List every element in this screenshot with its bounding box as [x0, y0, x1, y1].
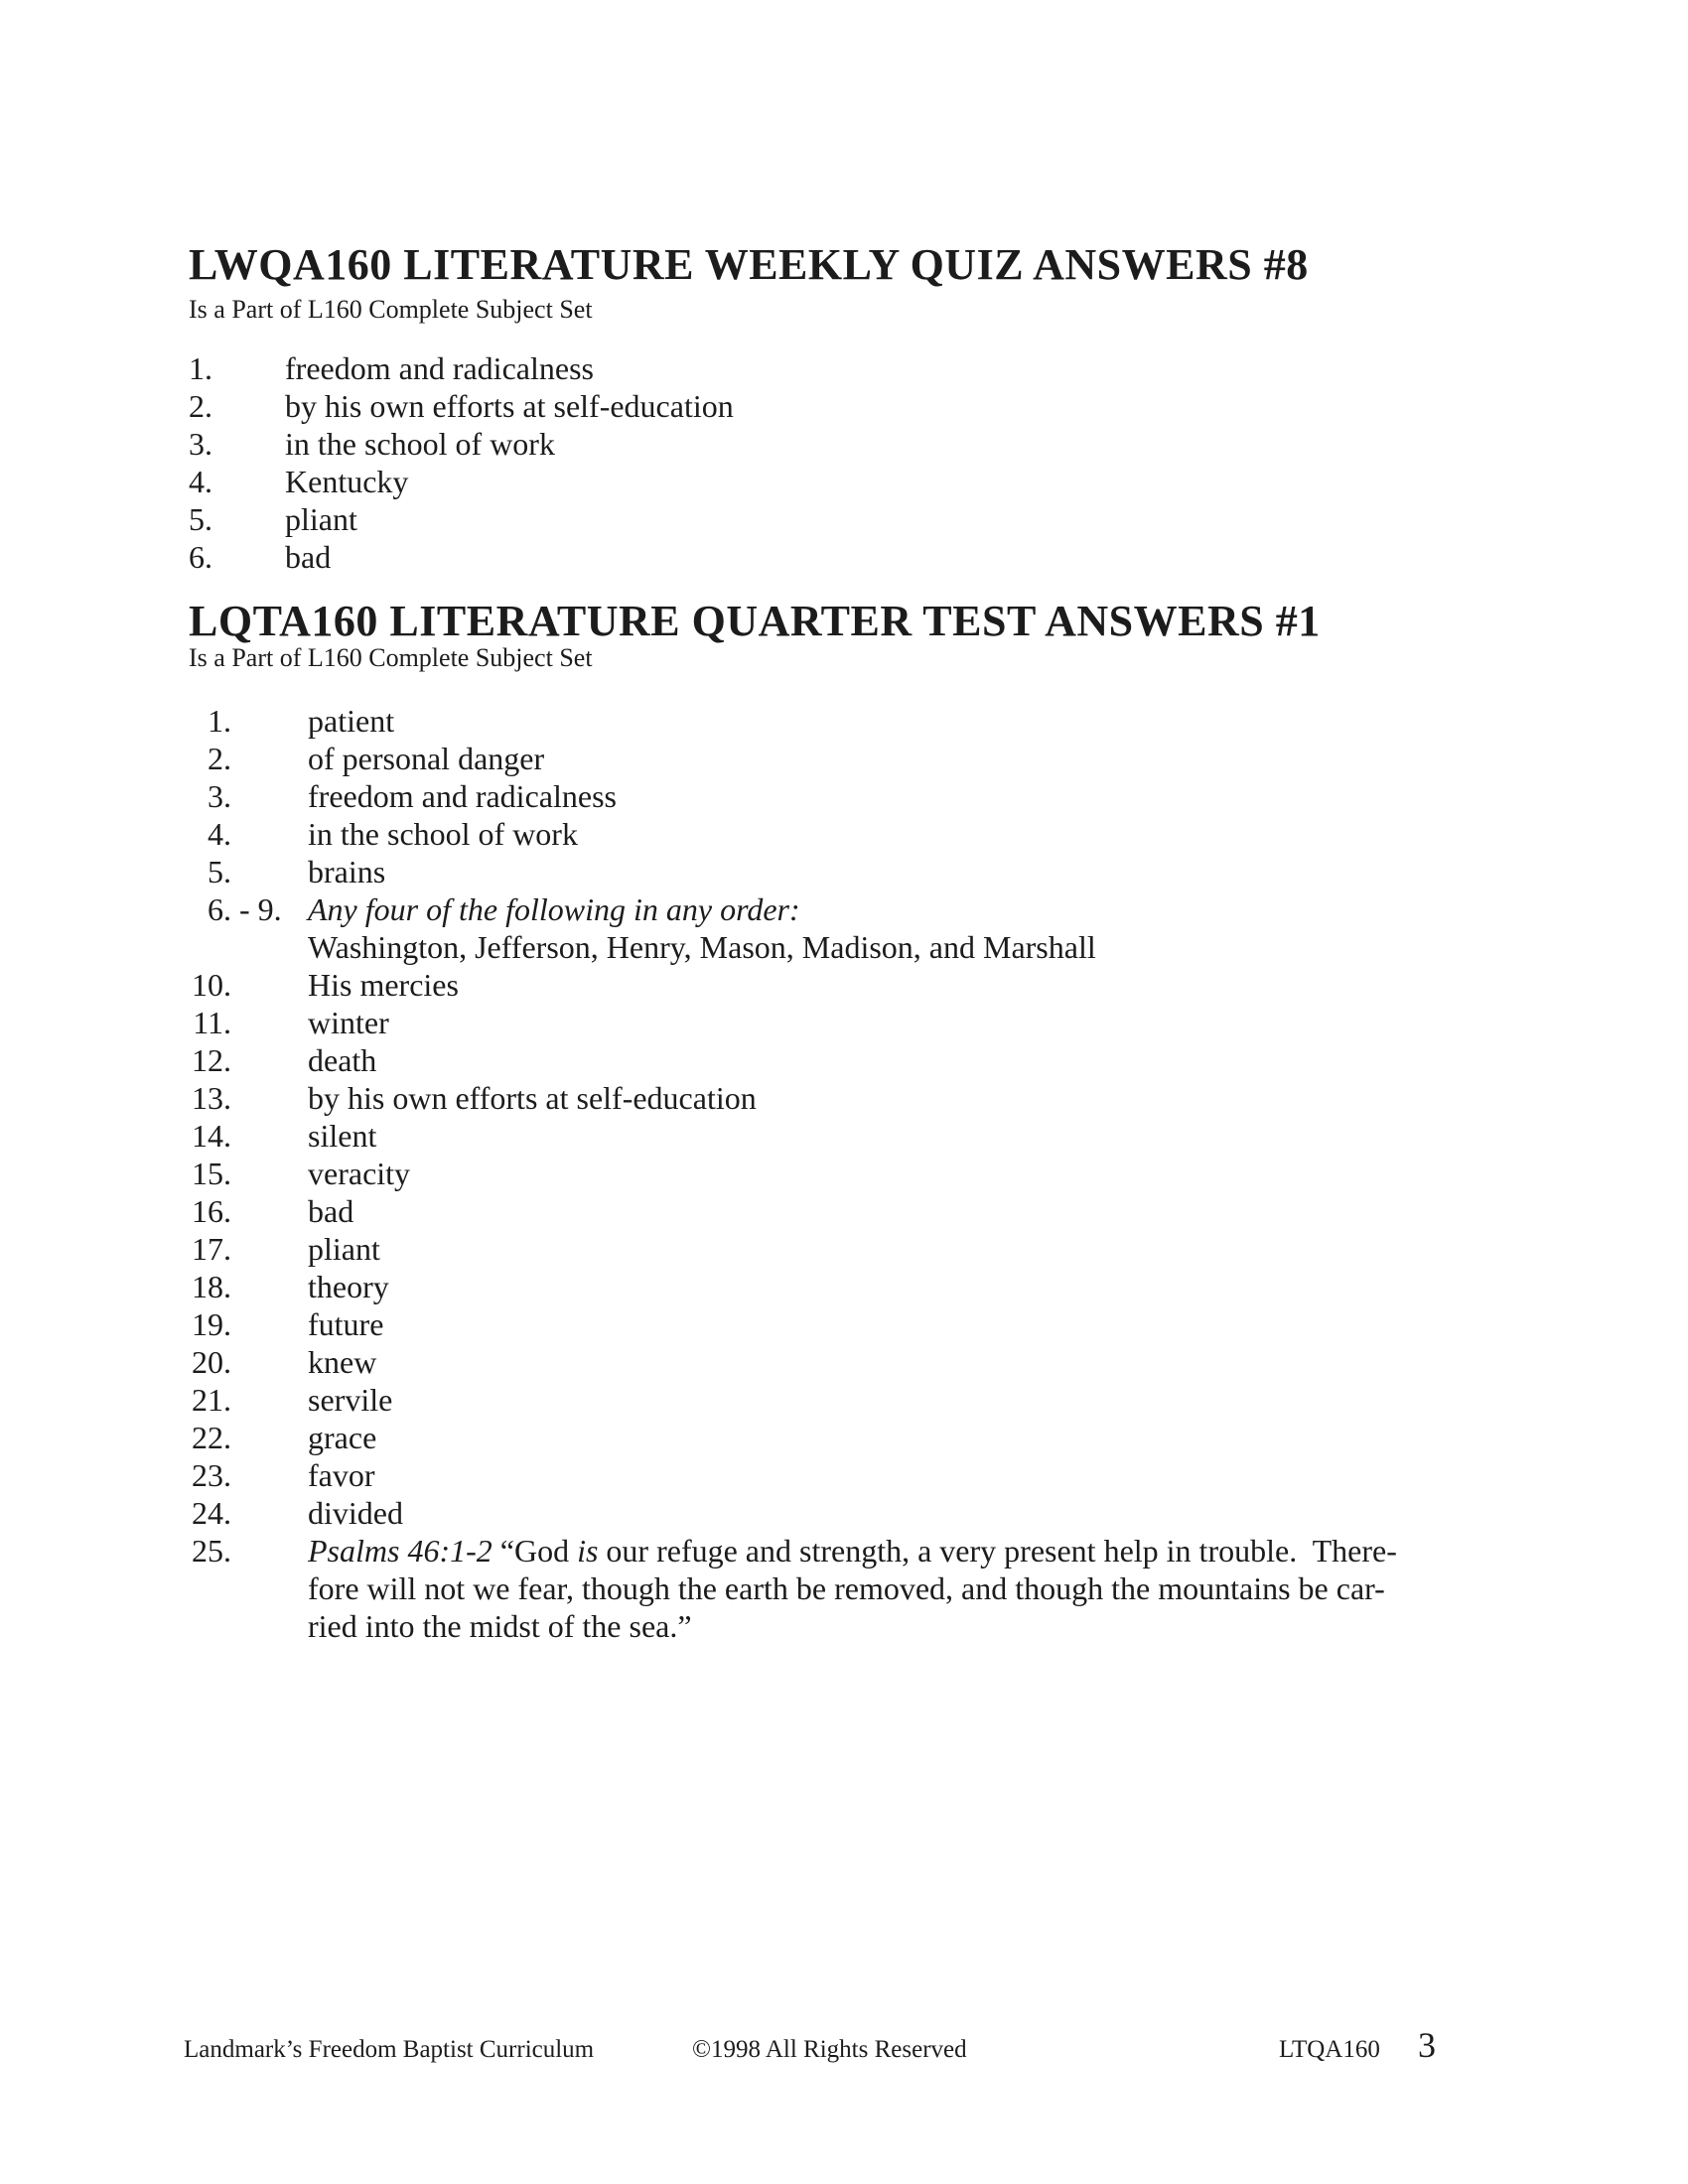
answer-number: 23.: [192, 1457, 231, 1493]
answer-number: 14.: [192, 1118, 231, 1154]
answer-row: [189, 815, 1397, 853]
answer-text-run: by his own efforts at self-education: [308, 1080, 757, 1116]
answer-row: [189, 890, 1397, 928]
answer-text-run: future: [308, 1306, 384, 1342]
answer-number: 2.: [189, 388, 212, 424]
answer-row: [189, 425, 734, 463]
answer-number: 17.: [192, 1231, 231, 1267]
answer-text-run: in the school of work: [308, 816, 578, 852]
answer-row: [189, 1079, 1397, 1117]
answer-text-run: freedom and radicalness: [308, 778, 617, 814]
answer-text-run: theory: [308, 1269, 389, 1304]
section-subtitle-weekly-quiz: Is a Part of L160 Complete Subject Set: [189, 295, 593, 324]
answer-row: [189, 853, 1397, 890]
answer-number: 25.: [192, 1533, 231, 1569]
answer-number: 10.: [192, 967, 231, 1003]
answer-number: 22.: [192, 1420, 231, 1455]
answer-number: 16.: [192, 1193, 231, 1229]
answer-row: [189, 1494, 1397, 1532]
answer-text-run: silent: [308, 1118, 377, 1154]
answer-text: [308, 1230, 380, 1268]
answers-list-weekly-quiz: [189, 349, 734, 576]
answer-row: [189, 928, 1397, 966]
answer-number: 1.: [208, 703, 231, 739]
answer-row: [189, 463, 734, 500]
answer-text-run: in the school of work: [285, 426, 555, 462]
answer-row: [189, 1230, 1397, 1268]
answer-text: [308, 890, 800, 928]
answer-text: [308, 815, 578, 853]
footer-curriculum-name: Landmark’s Freedom Baptist Curriculum: [184, 2036, 595, 2063]
answer-text-italic-run: Any four of the following in any order:: [308, 891, 800, 927]
answer-row: [189, 349, 734, 387]
answer-row: [189, 1268, 1397, 1305]
answer-text-run: “God: [492, 1533, 578, 1569]
answer-text-run: servile: [308, 1382, 393, 1418]
answer-text: [308, 1155, 410, 1192]
answer-row: [189, 1004, 1397, 1041]
answer-text: [308, 928, 1096, 966]
answer-text-run: by his own efforts at self-education: [285, 388, 734, 424]
answer-text-italic-run: Psalms 46:1-2: [308, 1533, 492, 1569]
answer-text: [308, 1343, 376, 1381]
answer-row: [189, 1456, 1397, 1494]
answer-row: [189, 1343, 1397, 1381]
answer-text: [285, 387, 734, 425]
answer-text: [308, 966, 459, 1004]
answer-number: 4.: [208, 816, 231, 852]
answer-text: [308, 1268, 389, 1305]
answer-number: 4.: [189, 464, 212, 499]
answer-number: 19.: [192, 1306, 231, 1342]
answer-text-run: knew: [308, 1344, 377, 1380]
answer-row: [189, 1532, 1397, 1570]
answer-text: [308, 1192, 353, 1230]
answer-text: [308, 1570, 1385, 1607]
answer-text-run: fore will not we fear, though the earth be removed, and though the mountains be car-: [308, 1570, 1385, 1606]
answer-number: 6. - 9.: [208, 891, 282, 927]
answer-text-run: patient: [308, 703, 395, 739]
answer-number: 5.: [208, 854, 231, 889]
answer-row: [189, 1570, 1397, 1607]
answer-text-run: pliant: [308, 1231, 380, 1267]
answer-text: [285, 425, 555, 463]
answer-text-run: brains: [308, 854, 386, 889]
answer-text: [308, 1532, 1397, 1570]
answer-text: [308, 1381, 392, 1419]
answer-text: [308, 1079, 757, 1117]
answer-row: [189, 702, 1397, 740]
answer-text-run: pliant: [285, 501, 357, 537]
answer-row: [189, 538, 734, 576]
answer-number: 13.: [192, 1080, 231, 1116]
answer-text-run: winter: [308, 1005, 389, 1040]
answer-text-run: His mercies: [308, 967, 459, 1003]
answer-text: [285, 463, 408, 500]
footer-document-code: LTQA160: [1279, 2036, 1380, 2063]
answers-list-quarter-test: [189, 702, 1397, 1645]
answer-number: 12.: [192, 1042, 231, 1078]
answer-row: [189, 1419, 1397, 1456]
answer-text-run: our refuge and strength, a very present help in trouble. There-: [598, 1533, 1397, 1569]
answer-row: [189, 777, 1397, 815]
answer-text-run: favor: [308, 1457, 375, 1493]
answer-text: [308, 1004, 389, 1041]
answer-number: 15.: [192, 1156, 231, 1191]
answer-text: [308, 1305, 383, 1343]
answer-text-run: death: [308, 1042, 377, 1078]
answer-row: [189, 1305, 1397, 1343]
answer-text: [285, 538, 331, 576]
answer-row: [189, 1041, 1397, 1079]
answer-row: [189, 966, 1397, 1004]
answer-row: [189, 1381, 1397, 1419]
answer-text-run: freedom and radicalness: [285, 350, 594, 386]
answer-row: [189, 740, 1397, 777]
answer-text-run: of personal danger: [308, 741, 545, 776]
answer-text: [308, 1607, 692, 1645]
answer-text-run: Washington, Jefferson, Henry, Mason, Madison, and Marshall: [308, 929, 1096, 965]
footer-copyright: ©1998 All Rights Reserved: [692, 2036, 967, 2063]
answer-text: [285, 500, 357, 538]
answer-text: [308, 853, 385, 890]
section-title-quarter-test: LQTA160 LITERATURE QUARTER TEST ANSWERS #1: [189, 597, 1321, 645]
answer-text-italic-run: is: [577, 1533, 599, 1569]
answer-number: 3.: [189, 426, 212, 462]
answer-text: [308, 1456, 375, 1494]
answer-row: [189, 1192, 1397, 1230]
answer-number: 21.: [192, 1382, 231, 1418]
answer-number: 11.: [193, 1005, 231, 1040]
answer-text: [308, 1494, 403, 1532]
answer-number: 1.: [189, 350, 212, 386]
answer-text: [285, 349, 594, 387]
answer-number: 6.: [189, 539, 212, 575]
answer-number: 18.: [192, 1269, 231, 1304]
answer-text: [308, 1041, 376, 1079]
answer-number: 24.: [192, 1495, 231, 1531]
answer-row: [189, 387, 734, 425]
answer-text-run: grace: [308, 1420, 377, 1455]
answer-text-run: veracity: [308, 1156, 411, 1191]
answer-text-run: ried into the midst of the sea.”: [308, 1608, 692, 1644]
answer-text: [308, 1419, 376, 1456]
answer-row: [189, 1607, 1397, 1645]
answer-number: 3.: [208, 778, 231, 814]
answer-number: 5.: [189, 501, 212, 537]
answer-text-run: Kentucky: [285, 464, 409, 499]
answer-text-run: divided: [308, 1495, 403, 1531]
answer-text: [308, 1117, 376, 1155]
section-title-weekly-quiz: LWQA160 LITERATURE WEEKLY QUIZ ANSWERS #8: [189, 240, 1309, 289]
answer-text: [308, 777, 617, 815]
answer-number: 20.: [192, 1344, 231, 1380]
answer-row: [189, 500, 734, 538]
footer-page-number: 3: [1418, 2025, 1436, 2065]
answer-text-run: bad: [308, 1193, 354, 1229]
answer-row: [189, 1155, 1397, 1192]
answer-text: [308, 740, 544, 777]
answer-text-run: bad: [285, 539, 332, 575]
answer-number: 2.: [208, 741, 231, 776]
answer-row: [189, 1117, 1397, 1155]
answer-text: [308, 702, 394, 740]
section-subtitle-quarter-test: Is a Part of L160 Complete Subject Set: [189, 643, 593, 672]
